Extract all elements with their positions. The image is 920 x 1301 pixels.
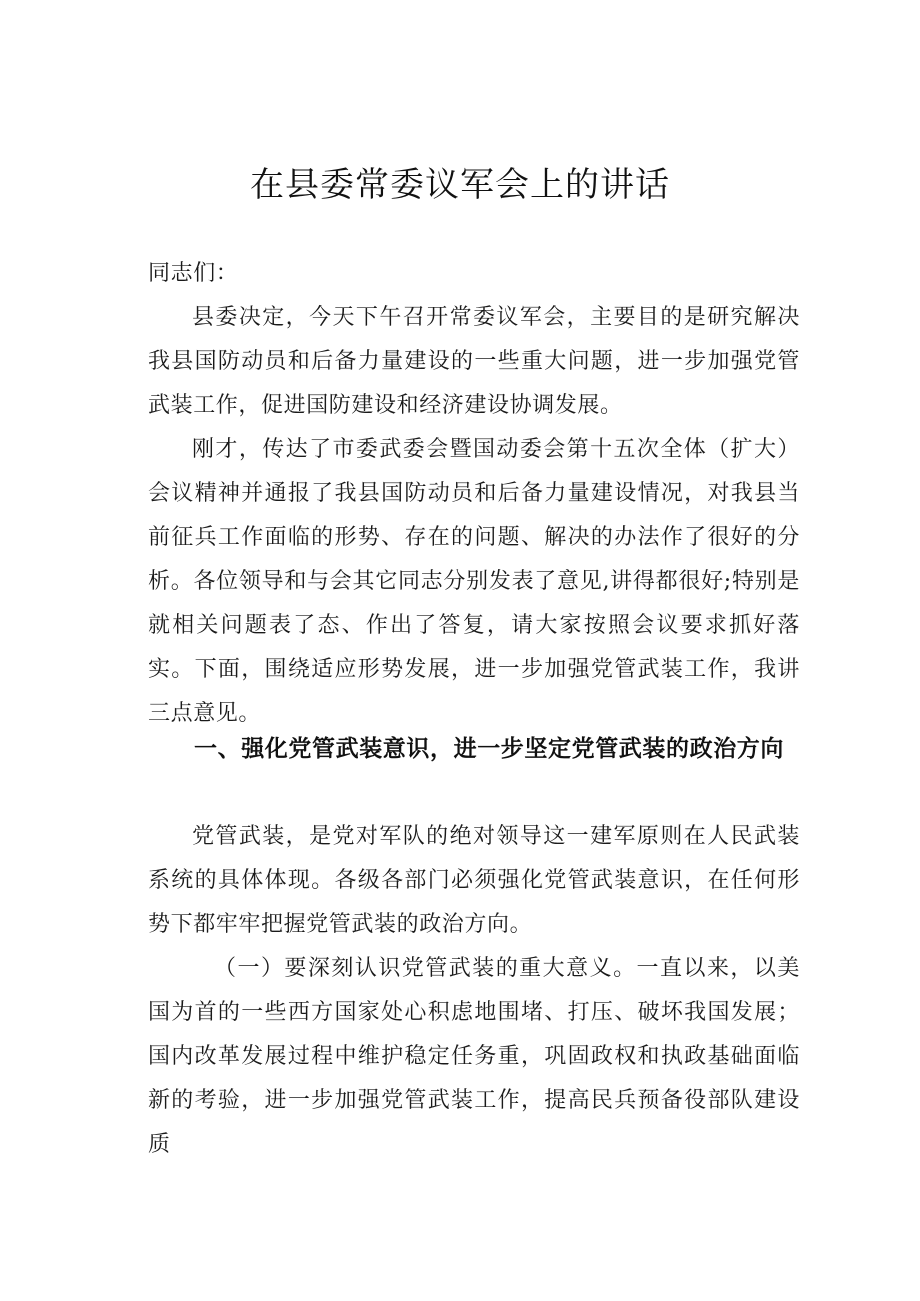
section-paragraph-1: 党管武装，是党对军队的绝对领导这一建军原则在人民武装系统的具体体现。各级各部门必须强化党管武装意识，在任何形势下都牢牢把握党管武装的政治方向。: [148, 824, 800, 937]
subsection-paragraph-1: （一）要深刻认识党管武装的重大意义。一直以来，以美国为首的一些西方国家处心积虑地围堵、打压、破坏我国发展；国内改革发展过程中维护稳定任务重，巩固政权和执政基础面临新的考验，进一步加强党管武装工作，提高民兵预备役部队建设质: [148, 956, 800, 1157]
paragraph-background: 刚才，传达了市委武委会暨国动委会第十五次全体（扩大）会议精神并通报了我县国防动员和后备力量建设情况，对我县当前征兵工作面临的形势、存在的问题、解决的办法作了很好的分析。各位领导和与会其它同志分别发表了意见,讲得都很好;特别是就相关问题表了态、作出了答复，请大家按照会议要求抓好落实。下面，围绕适应形势发展，进一步加强党管武装工作，我讲三点意见。: [148, 437, 800, 726]
paragraph-intro: 县委决定，今天下午召开常委议军会，主要目的是研究解决我县国防动员和后备力量建设的一些重大问题，进一步加强党管武装工作，促进国防建设和经济建设协调发展。: [148, 305, 800, 418]
salutation: 同志们：: [148, 261, 239, 286]
section-heading-1: 一、强化党管武装意识，进一步坚定党管武装的政治方向: [194, 736, 784, 762]
document-title: 在县委常委议军会上的讲话: [250, 165, 670, 205]
